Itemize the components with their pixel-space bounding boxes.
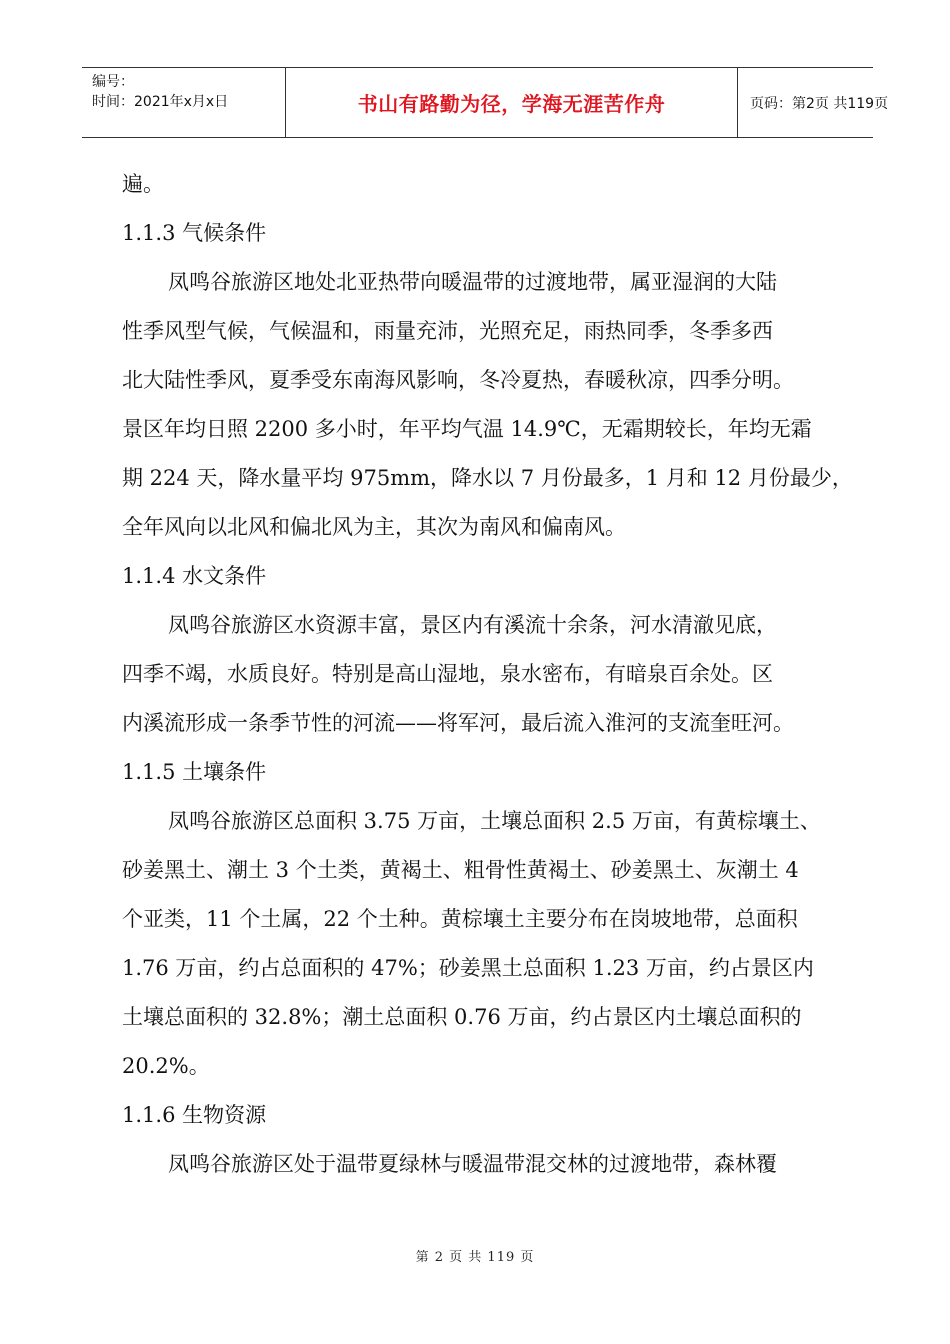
paragraph-line: 遍。 — [122, 172, 164, 196]
section-heading-climate: 1.1.3 气候条件 — [122, 221, 267, 245]
paragraph-line: 四季不竭，水质良好。特别是高山湿地，泉水密布，有暗泉百余处。区 — [122, 662, 773, 686]
paragraph-line: 期 224 天，降水量平均 975mm，降水以 7 月份最多，1 月和 12 月份最少， — [122, 466, 853, 490]
document-date-label: 时间：2021年x月x日 — [92, 94, 229, 110]
page-footer: 第 2 页 共 119 页 — [415, 1250, 535, 1265]
header-motto: 书山有路勤为径，学海无涯苦作舟 — [285, 68, 738, 137]
page-header — [82, 67, 889, 138]
section-heading-biology: 1.1.6 生物资源 — [122, 1103, 267, 1127]
paragraph-line: 20.2%。 — [122, 1054, 210, 1078]
paragraph-line: 景区年均日照 2200 多小时，年平均气温 14.9℃，无霜期较长，年均无霜 — [122, 417, 812, 441]
paragraph-line: 性季风型气候，气候温和，雨量充沛，光照充足，雨热同季，冬季多西 — [122, 319, 773, 343]
paragraph-line: 内溪流形成一条季节性的河流——将军河，最后流入淮河的支流奎旺河。 — [122, 711, 794, 735]
paragraph-line: 砂姜黑土、潮土 3 个土类，黄褐土、粗骨性黄褐土、砂姜黑土、灰潮土 4 — [122, 858, 799, 882]
header-page-number: 页码：第2页 共119页 — [750, 95, 889, 112]
paragraph-line: 凤鸣谷旅游区总面积 3.75 万亩，土壤总面积 2.5 万亩，有黄棕壤土、 — [168, 809, 821, 833]
section-heading-soil: 1.1.5 土壤条件 — [122, 760, 267, 784]
paragraph-line: 土壤总面积的 32.8%；潮土总面积 0.76 万亩，约占景区内土壤总面积的 — [122, 1005, 802, 1029]
section-heading-hydrology: 1.1.4 水文条件 — [122, 564, 267, 588]
paragraph-line: 凤鸣谷旅游区处于温带夏绿林与暖温带混交林的过渡地带，森林覆 — [168, 1152, 777, 1176]
paragraph-line: 凤鸣谷旅游区水资源丰富，景区内有溪流十余条，河水清澈见底， — [168, 613, 777, 637]
paragraph-line: 个亚类，11 个土属，22 个土种。黄棕壤土主要分布在岗坡地带，总面积 — [122, 907, 798, 931]
paragraph-line: 北大陆性季风，夏季受东南海风影响，冬冷夏热，春暖秋凉，四季分明。 — [122, 368, 794, 392]
paragraph-line: 凤鸣谷旅游区地处北亚热带向暖温带的过渡地带，属亚湿润的大陆 — [168, 270, 777, 294]
header-meta — [82, 68, 285, 137]
document-body — [122, 160, 852, 1189]
paragraph-line: 1.76 万亩，约占总面积的 47%；砂姜黑土总面积 1.23 万亩，约占景区内 — [122, 956, 814, 980]
paragraph-line: 全年风向以北风和偏北风为主，其次为南风和偏南风。 — [122, 515, 626, 539]
document-number-label: 编号： — [92, 74, 134, 90]
